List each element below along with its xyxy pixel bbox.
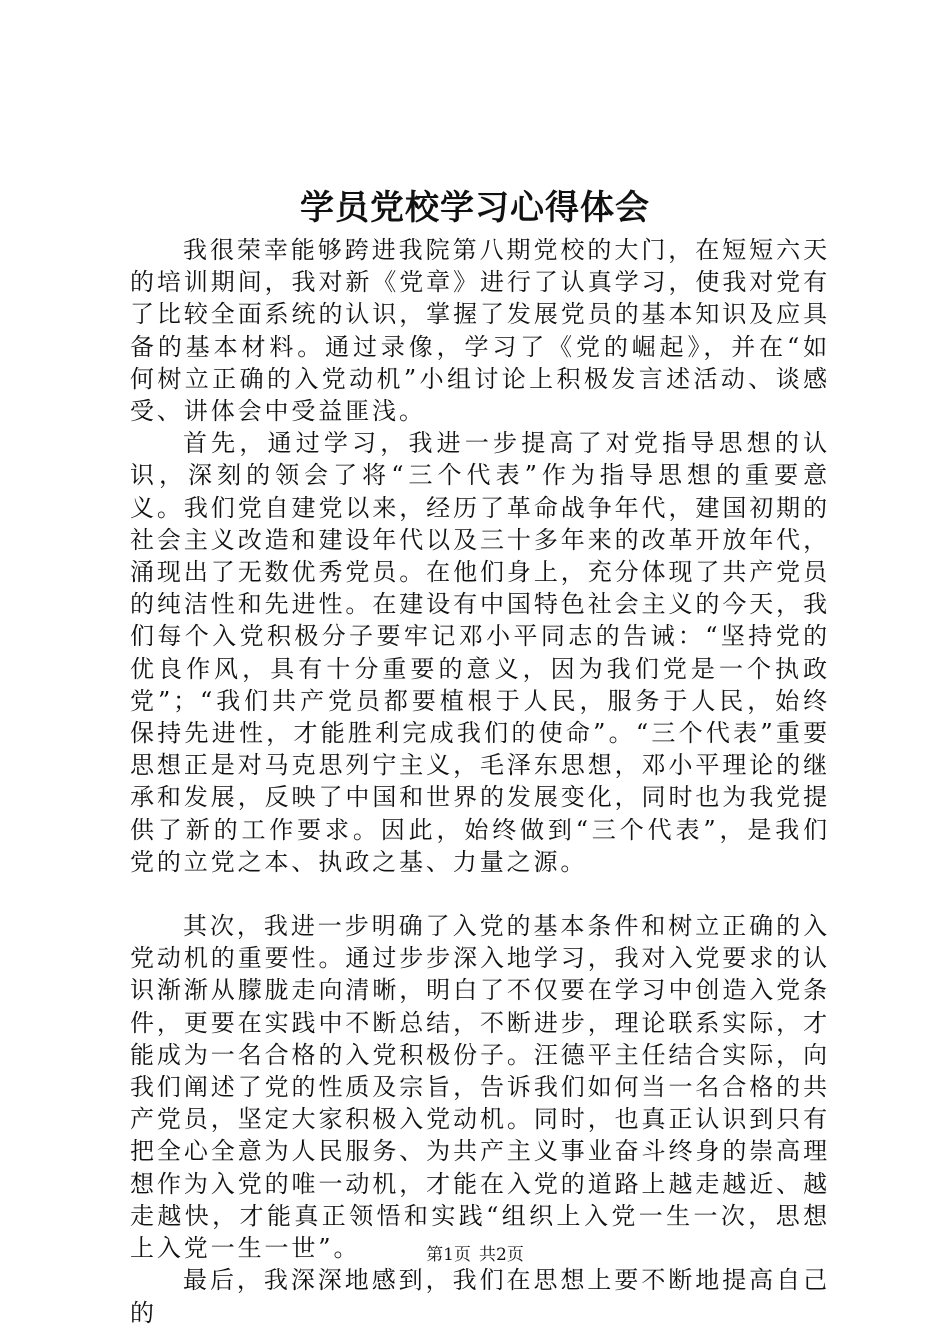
paragraph-second: 其次，我进一步明确了入党的基本条件和树立正确的入党动机的重要性。通过步步深入地学习，我对入党要求的认识渐渐从朦胧走向清晰，明白了不仅要在学习中创造入党条件，更要在实践中不断总结，不断进步，理论联系实际，才能成为一名合格的入党积极份子。汪德平主任结合实际，向我们阐述了党的性质及宗旨，告诉我们如何当一名合格的共产党员，坚定大家积极入党动机。同时，也真正认识到只有把全心全意为人民服务、为共产主义事业奋斗终身的崇高理想作为入党的唯一动机，才能在入党的道路上越走越近、越走越快，才能真正领悟和实践“组织上入党一生一次，思想上入党一生一世”。 bbox=[130, 912, 830, 1263]
document-body bbox=[130, 234, 830, 1329]
page-number: 第1页 bbox=[426, 1245, 471, 1265]
page-footer bbox=[0, 1243, 950, 1267]
page-total: 共2页 bbox=[479, 1245, 524, 1265]
document-title: 学员党校学习心得体会 bbox=[300, 188, 650, 228]
paragraph-last: 最后，我深深地感到，我们在思想上要不断地提高自己的 bbox=[130, 1266, 830, 1327]
paragraph-first: 首先，通过学习，我进一步提高了对党指导思想的认识，深刻的领会了将“三个代表”作为指导思想的重要意义。我们党自建党以来，经历了革命战争年代，建国初期的社会主义改造和建设年代以及三十多年来的改革开放年代，涌现出了无数优秀党员。在他们身上，充分体现了共产党员的纯洁性和先进性。在建设有中国特色社会主义的今天，我们每个入党积极分子要牢记邓小平同志的告诫：“坚持党的优良作风，具有十分重要的意义，因为我们党是一个执政党”；“我们共产党员都要植根于人民，服务于人民，始终保持先进性，才能胜利完成我们的使命”。“三个代表”重要思想正是对马克思列宁主义，毛泽东思想，邓小平理论的继承和发展，反映了中国和世界的发展变化，同时也为我党提供了新的工作要求。因此，始终做到“三个代表”，是我们党的立党之本、执政之基、力量之源。 bbox=[130, 429, 830, 876]
paragraph-intro: 我很荣幸能够跨进我院第八期党校的大门，在短短六天的培训期间，我对新《党章》进行了认真学习，使我对党有了比较全面系统的认识，掌握了发展党员的基本知识及应具备的基本材料。通过录像，学习了《党的崛起》，并在“如何树立正确的入党动机”小组讨论上积极发言述活动、谈感受、讲体会中受益匪浅。 bbox=[130, 236, 830, 426]
